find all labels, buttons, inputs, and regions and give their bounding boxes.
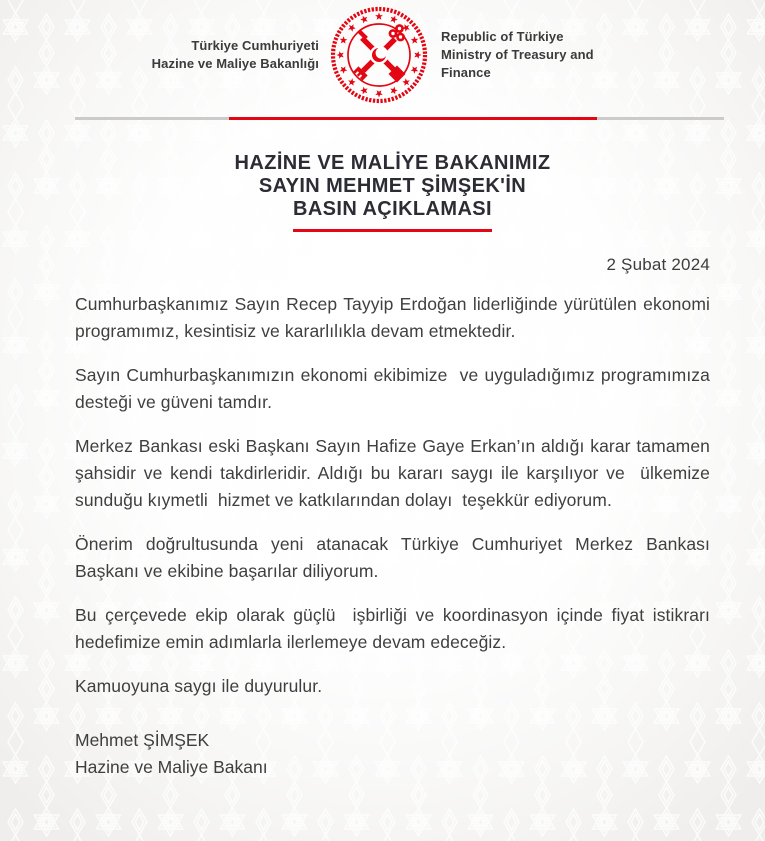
paragraph-2: Sayın Cumhurbaşkanımızın ekonomi ekibimize ve uyguladığımız programımıza desteği ve güveni tamdır. (75, 365, 715, 412)
ministry-header (75, 5, 710, 105)
crescent-icon (370, 46, 389, 65)
paragraph-6: Kamuoyuna saygı ile duyurulur. (75, 676, 323, 696)
ministry-emblem-icon (329, 5, 429, 105)
ministry-name-en-line1: Republic of Türkiye (441, 29, 564, 44)
release-date: 2 Şubat 2024 (606, 255, 710, 274)
header-divider-line (75, 117, 724, 120)
press-release-title (75, 152, 710, 221)
paragraph-4: Önerim doğrultusunda yeni atanacak Türkiye Cumhuriyet Merkez Bankası Başkanı ve ekibine başarılar diliyorum. (75, 534, 720, 581)
ministry-name-tr-line1: Türkiye Cumhuriyeti (191, 38, 319, 53)
title-line-1: HAZİNE VE MALİYE BAKANIMIZ (234, 152, 551, 174)
title-line-2: SAYIN MEHMET ŞİMŞEK'İN (258, 175, 527, 197)
signature-block (75, 727, 710, 781)
ministry-name-english (441, 28, 646, 82)
title-line-3: BASIN AÇIKLAMASI (293, 198, 492, 220)
paragraph-1: Cumhurbaşkanımız Sayın Recep Tayyip Erdoğan liderliğinde yürütülen ekonomi programımız, kesintisiz ve kararlılıkla devam etmektedir. (75, 294, 715, 341)
press-release-body (75, 291, 720, 700)
signatory-name: Mehmet ŞİMŞEK (75, 730, 210, 750)
paragraph-5: Bu çerçevede ekip olarak güçlü işbirliği ve koordinasyon içinde fiyat istikrarı hedefimize emin adımlarla ilerlemeye devam edeceğiz. (75, 605, 715, 652)
ministry-name-en-line2: Ministry of Treasury and Finance (441, 47, 594, 80)
signatory-title: Hazine ve Maliye Bakanı (75, 757, 268, 777)
ministry-name-turkish (139, 37, 319, 73)
ministry-name-tr-line2: Hazine ve Maliye Bakanlığı (151, 56, 319, 71)
title-underline (293, 229, 492, 232)
paragraph-3: Merkez Bankası eski Başkanı Sayın Hafize Gaye Erkan’ın aldığı karar tamamen şahsidir ve kendi takdirleridir. Aldığı bu kararı saygı ile karşılıyor ve ülkemize sunduğu kıymetli hizmet ve katkılarından dolayı teşekkür ediyorum. (75, 436, 715, 510)
